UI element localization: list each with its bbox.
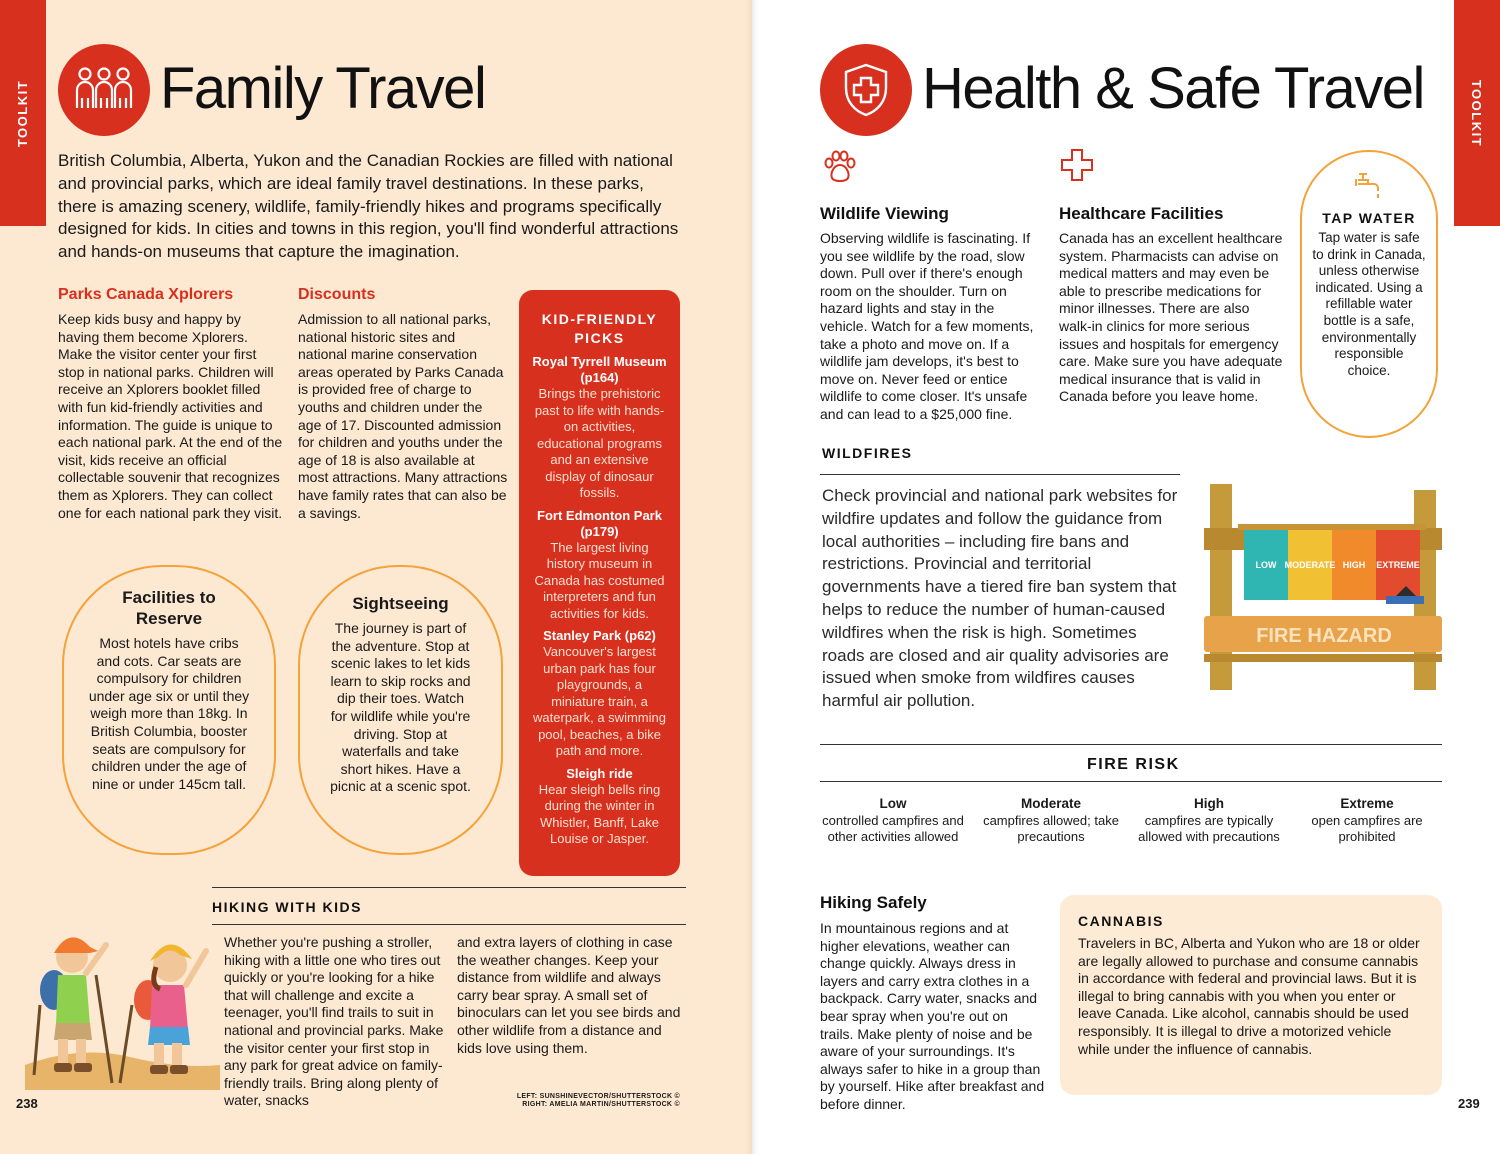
divider [820,744,1442,745]
toolkit-tab-left-label: TOOLKIT [15,79,31,147]
healthcare-heading: Healthcare Facilities [1059,204,1224,223]
fire-risk-level-name: High [1194,796,1224,811]
photo-credits [480,1093,680,1109]
sightseeing-title: Sightseeing [352,594,449,613]
hiking-kids-illustration [20,915,225,1090]
hiking-safely-heading: Hiking Safely [820,893,927,912]
discounts-body: Admission to all national parks, national historic sites and national marine conservation areas operated by Parks Canada is provided free of charge to youths and children under the age of 17. Discounted admission for children and youths under the age of 18 is also available at most attractions. Many attractions have family rates that can also be a savings. [298,311,508,521]
sign-level-high: HIGH [1342,560,1366,570]
tap-water-body: Tap water is safe to drink in Canada, unless otherwise indicated. Using a refillable water bottle is a safe, environmentally responsible choice. [1312,230,1426,378]
sightseeing-oval [298,565,503,855]
facilities-oval [62,565,276,855]
kid-friendly-picks-box [519,290,680,876]
fire-risk-level-name: Extreme [1340,796,1394,811]
pick-desc: The largest living history museum in Canada has costumed interpreters and fun activities for kids. [534,539,665,621]
tap-water-title: TAP WATER [1322,210,1416,226]
pick-name: Stanley Park (p62) [543,628,656,643]
cannabis-body: Travelers in BC, Alberta and Yukon who are 18 or older are legally allowed to purchase and consume cannabis in accordance with federal and provincial laws. But it is illegal to bring cannabis with you when you enter or leave Canada. Like alcohol, cannabis should be used responsibly. It is illegal to drive a motorized vehicle while under the influence of cannabis. [1078,935,1420,1057]
pick-desc: Vancouver's largest urban park has four playgrounds, a miniature train, a waterpark, a swimming pool, beaches, a bike path and more. [533,644,666,758]
toolkit-tab-right[interactable] [1454,0,1500,226]
family-icon [58,44,150,136]
sign-level-moderate: MODERATE [1284,560,1336,570]
xplorers-heading: Parks Canada Xplorers [58,286,234,303]
facilities-body: Most hotels have cribs and cots. Car seats are compulsory for children under age six or until they weigh more than 18kg. In British Columbia, booster seats are compulsory for children under the age of nine or under 145cm tall. [88,635,250,792]
tap-water-oval [1300,150,1438,438]
pick-name: Sleigh ride [566,765,633,781]
fire-risk-level-desc: campfires are typically allowed with precautions [1138,812,1280,845]
sign-level-low: LOW [1255,560,1277,570]
toolkit-tab-right-label: TOOLKIT [1469,79,1485,147]
hiking-with-kids-title: HIKING WITH KIDS [212,899,362,915]
fire-risk-moderate [976,796,1126,846]
wildlife-heading: Wildlife Viewing [820,204,949,223]
health-safe-travel-title: Health & Safe Travel [922,56,1424,121]
fire-risk-level-desc: controlled campfires and other activities allowed [822,812,964,845]
shield-cross-icon [820,44,912,136]
wildlife-body: Observing wildlife is fascinating. If you see wildlife by the road, slow down. Pull over if there's enough room on the shoulder. Turn on hazard lights and stay in the vehicle. Watch for a few moments, take a photo and move on. If a wildlife jam develops, it's best to move on. Never feed or entice wildlife to come closer. It's unsafe and can lead to a $25,000 fine. [820,230,1034,422]
hiking-safely-body: In mountainous regions and at higher elevations, weather can change quickly. Always dress in layers and carry extra clothes in a backpack. Carry water, snacks and bear spray when you're out on trails. Make plenty of noise and be aware of your surroundings. It's always safer to hike in a group than by yourself. Hike after breakfast and before dinner. [820,920,1045,1112]
page-gutter [746,0,760,1154]
paw-print-icon [822,150,858,184]
divider [212,924,686,925]
pick-name: Royal Tyrrell Museum (p164) [532,354,667,385]
page-number-left: 238 [16,1096,38,1111]
fire-risk-level-name: Moderate [1020,796,1081,811]
toolkit-tab-left[interactable] [0,0,46,226]
cannabis-title: CANNABIS [1078,913,1164,929]
fire-hazard-sign-photo [1196,478,1446,694]
divider [820,474,1180,475]
divider [820,781,1442,782]
family-travel-intro: British Columbia, Alberta, Yukon and the Canadian Rockies are filled with national and provincial parks, which are ideal family travel destinations. In these parks, there is amazing scenery, wildlife, family-friendly hikes and programs specifically designed for kids. In cities and towns in this region, you'll find wonderful attractions and hands-on museums that capture the imagination. [58,151,679,262]
cannabis-box [1060,895,1442,1095]
fire-risk-level-name: Low [879,796,907,811]
fire-risk-extreme [1292,796,1442,846]
credit-left: LEFT: SUNSHINEVECTOR/SHUTTERSTOCK © [516,1093,680,1100]
faucet-icon [1354,170,1384,200]
kid-friendly-title: KID-FRIENDLY PICKS [541,311,658,346]
sign-level-extreme: EXTREME [1376,560,1420,570]
pick-desc: Hear sleigh bells ring during the winter in Whistler, Banff, Lake Louise or Jasper. [538,781,661,846]
pick-desc: Brings the prehistoric past to life with hands-on activities, educational programs and an extensive display of dinosaur fossils. [534,386,665,500]
page-number-right: 239 [1458,1096,1480,1111]
fire-risk-title: FIRE RISK [1087,756,1180,773]
xplorers-body: Keep kids busy and happy by having them become Xplorers. Make the visitor center your first stop in national parks. Children will receive an Xplorers booklet filled with fun kid-friendly activities and information. The guide is unique to each national park. At the end of the visit, kids receive an official collectable souvenir that recognizes them as Xplorers. They can collect one for each national park they visit. [58,311,283,521]
hiking-kids-col1: Whether you're pushing a stroller, hiking with a little one who tires out quickly or you're looking for a hike that will challenge and excite a teenager, you'll find trails to suit in national and provincial parks. Make the visitor center your first stop in any park for great advice on family-friendly trails. Bring along plenty of water, snacks [224,934,444,1109]
divider [212,887,686,888]
wildfires-title: WILDFIRES [822,445,913,461]
hiking-kids-col2: and extra layers of clothing in case the weather changes. Keep your distance from wildlife and always carry bear spray. A small set of binoculars can let you see birds and other wildlife from a distance and kids love using them. [457,934,681,1056]
medical-cross-icon [1060,148,1094,182]
pick-name: Fort Edmonton Park (p179) [537,507,662,539]
fire-risk-low [818,796,968,846]
healthcare-body: Canada has an excellent healthcare system. Pharmacists can advise on medical matters and may even be able to prescribe medications for minor illnesses. There are also walk-in clinics for more serious issues and hospitals for emergency care. Make sure you have adequate medical insurance that is valid in Canada before you leave home. [1059,230,1283,405]
fire-risk-level-desc: open campfires are prohibited [1311,812,1423,845]
discounts-heading: Discounts [298,286,376,303]
credit-right: RIGHT: AMELIA MARTIN/SHUTTERSTOCK © [522,1101,680,1108]
facilities-title: Facilities to Reserve [122,588,216,628]
wildfires-body: Check provincial and national park websites for wildfire updates and follow the guidance from local authorities – including fire bans and restrictions. Provincial and territorial governments have a tiered fire ban system that helps to reduce the number of human-caused wildfires when the risk is high. Sometimes roads are closed and air quality advisories are issued when smoke from wildfires causes harmful air pollution. [822,486,1178,711]
sign-label: FIRE HAZARD [1256,625,1392,647]
family-travel-title: Family Travel [160,56,486,121]
sightseeing-body: The journey is part of the adventure. Stop at scenic lakes to let kids learn to skip rocks and dip their toes. Watch for wildlife while you're driving. Stop at waterfalls and take short hikes. Have a picnic at a scenic spot. [330,620,471,795]
fire-risk-high [1134,796,1284,846]
fire-risk-level-desc: campfires allowed; take precautions [983,812,1119,845]
